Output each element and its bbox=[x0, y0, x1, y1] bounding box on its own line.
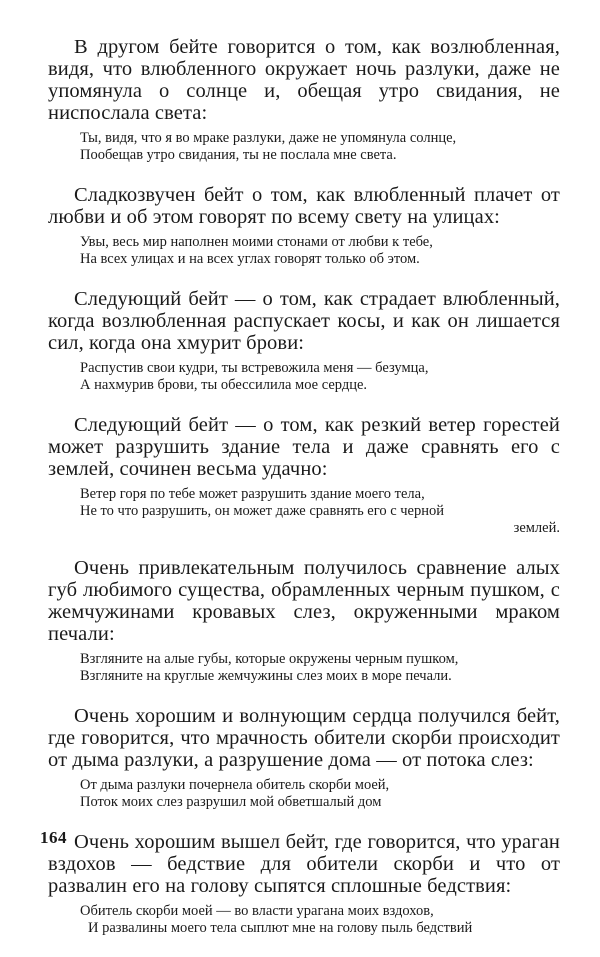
passage-5 bbox=[48, 557, 560, 685]
verse-line: От дыма разлуки почернела обитель скорби моей, bbox=[80, 777, 390, 793]
verse-line: И развалины моего тела сыплют мне на голову пыль бедствий bbox=[88, 920, 473, 936]
verse-line: Взгляните на алые губы, которые окружены черным пушком, bbox=[80, 651, 459, 667]
verse-line: А нахмурив брови, ты обессилила мое сердце. bbox=[80, 377, 368, 393]
verse-line: Распустив свои кудри, ты встревожила меня — безумца, bbox=[80, 360, 429, 376]
passage-4 bbox=[48, 414, 560, 537]
verse-quote bbox=[48, 903, 560, 937]
passage-6 bbox=[48, 705, 560, 811]
commentary-paragraph: Очень привлекательным получилось сравнение алых губ любимого существа, обрамленных черным пушком, с жемчужинами кровавых слез, окруженными мраком печали: bbox=[48, 557, 560, 645]
passage-3 bbox=[48, 288, 560, 394]
commentary-paragraph: Сладкозвучен бейт о том, как влюбленный плачет от любви и об этом говорят по всему свету на улицах: bbox=[48, 184, 560, 228]
passage-7 bbox=[48, 831, 560, 937]
book-page bbox=[48, 36, 560, 957]
verse-quote bbox=[48, 651, 560, 685]
commentary-paragraph: Следующий бейт — о том, как страдает влюбленный, когда возлюбленная распускает косы, и как он лишается сил, когда она хмурит брови: bbox=[48, 288, 560, 354]
verse-quote bbox=[48, 486, 560, 537]
verse-quote bbox=[48, 360, 560, 394]
commentary-paragraph: Очень хорошим вышел бейт, где говорится, что ураган вздохов — бедствие для обители скорби и что от развалин его на голову сыпятся сплошные бедствия: bbox=[48, 831, 560, 897]
verse-line: Не то что разрушить, он может даже сравнять его с черной bbox=[80, 503, 445, 519]
verse-line: Взгляните на круглые жемчужины слез моих в море печали. bbox=[80, 668, 452, 684]
commentary-paragraph: В другом бейте говорится о том, как возлюбленная, видя, что влюбленного окружает ночь разлуки, даже не упомянула о солнце и, обещая утро свидания, не ниспослала света: bbox=[48, 36, 560, 124]
verse-line: Увы, весь мир наполнен моими стонами от любви к тебе, bbox=[80, 234, 433, 250]
commentary-paragraph: Следующий бейт — о том, как резкий ветер горестей может разрушить здание тела и даже сравнять его с землей, сочинен весьма удачно: bbox=[48, 414, 560, 480]
page-number: 164 bbox=[40, 828, 67, 847]
verse-line: На всех улицах и на всех углах говорят только об этом. bbox=[80, 251, 420, 267]
verse-quote bbox=[48, 234, 560, 268]
passage-2 bbox=[48, 184, 560, 268]
verse-quote bbox=[48, 777, 560, 811]
verse-line-continuation: землей. bbox=[513, 520, 560, 536]
verse-line: Обитель скорби моей — во власти урагана моих вздохов, bbox=[80, 903, 434, 919]
commentary-paragraph: Очень хорошим и волнующим сердца получился бейт, где говорится, что мрачность обители скорби происходит от дыма разлуки, а разрушение дома — от потока слез: bbox=[48, 705, 560, 771]
verse-line: Пообещав утро свидания, ты не послала мне света. bbox=[80, 147, 397, 163]
passage-1 bbox=[48, 36, 560, 164]
verse-line: Ты, видя, что я во мраке разлуки, даже не упомянула солнце, bbox=[80, 130, 457, 146]
verse-line: Поток моих слез разрушил мой обветшалый дом bbox=[80, 794, 382, 810]
verse-quote bbox=[48, 130, 560, 164]
verse-line: Ветер горя по тебе может разрушить здание моего тела, bbox=[80, 486, 425, 502]
